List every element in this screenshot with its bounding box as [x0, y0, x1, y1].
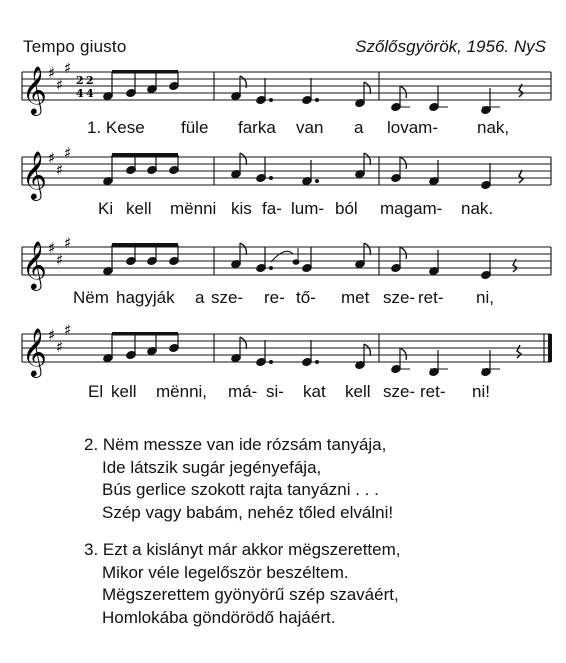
- key-signature: [48, 321, 71, 356]
- lyric-line-4: [0, 382, 566, 404]
- svg-text:♯: ♯: [64, 321, 72, 339]
- verse-line: Bús gerlice szokott rajta tanyázni . . .: [102, 480, 379, 499]
- source-attribution: Szőlősgyörök, 1956. NyS: [355, 37, 546, 56]
- verse-3: [84, 539, 401, 629]
- verse-line: 2. Nëm messze van ide rózsám tanyája,: [84, 435, 387, 454]
- syllable: lovam-: [387, 118, 439, 137]
- syllable: kell: [345, 382, 371, 401]
- syllable: mënni: [170, 199, 217, 218]
- svg-text:♯: ♯: [56, 338, 64, 356]
- svg-text:♯: ♯: [64, 59, 72, 77]
- staff-system-4: [0, 322, 566, 382]
- syllable: má-: [228, 382, 258, 401]
- key-signature: [48, 234, 71, 269]
- syllable: hagyják: [116, 288, 175, 307]
- syllable: kell: [111, 382, 137, 401]
- svg-text:♯: ♯: [64, 144, 72, 162]
- verse-line: Mikor véle legelőször beszéltem.: [102, 562, 349, 582]
- syllable: van: [296, 118, 324, 137]
- syllable: sze-: [211, 288, 244, 307]
- svg-text:♯: ♯: [56, 161, 64, 179]
- svg-text:4: 4: [76, 87, 84, 100]
- verse-line: Ide látszik sugár jegényefája,: [102, 457, 322, 477]
- syllable: nak,: [477, 118, 510, 137]
- verse-line: 3. Ezt a kislányt már akkor mëgszerettem,: [84, 540, 401, 559]
- treble-clef: 𝄞: [22, 240, 47, 289]
- treble-clef: 𝄞: [22, 150, 47, 199]
- svg-text:♯: ♯: [56, 251, 64, 269]
- verse-line: Homlokába göndörödő hajáért.: [102, 607, 336, 627]
- syllable: farka: [238, 118, 276, 137]
- syllable: a: [354, 118, 364, 137]
- syllable: nak.: [461, 199, 494, 218]
- svg-text:2: 2: [86, 74, 94, 87]
- syllable: ni,: [476, 288, 494, 307]
- svg-text:2: 2: [76, 74, 84, 87]
- verse-line: Mëgszerettem gyönyörű szép szaváért,: [102, 585, 399, 604]
- key-signature: [48, 59, 71, 94]
- syllable: sze-: [383, 382, 416, 401]
- svg-text:♯: ♯: [48, 64, 56, 82]
- tempo-marking: Tempo giusto: [23, 37, 127, 56]
- verse-line: Szép vagy babám, nehéz tőled elválni!: [102, 502, 394, 522]
- syllable: El: [88, 382, 104, 401]
- key-signature: [48, 144, 71, 179]
- syllable: 1. Kese: [87, 118, 145, 137]
- syllable: re-: [264, 288, 285, 307]
- verse-2: [84, 434, 393, 524]
- syllable: a: [195, 288, 205, 307]
- svg-text:♯: ♯: [64, 234, 72, 252]
- svg-text:♯: ♯: [48, 239, 56, 257]
- staff-system-2: [0, 145, 566, 200]
- syllable: mënni,: [156, 382, 208, 401]
- svg-text:♯: ♯: [48, 326, 56, 344]
- svg-text:♯: ♯: [48, 149, 56, 167]
- syllable: si-: [266, 382, 284, 401]
- syllable: sze-: [383, 288, 416, 307]
- syllable: ret-: [418, 288, 444, 307]
- syllable: kat: [303, 382, 326, 401]
- syllable: ból: [335, 199, 358, 218]
- lyric-line-2: [0, 199, 566, 221]
- syllable: ni!: [472, 382, 490, 401]
- syllable: kis: [231, 199, 252, 218]
- treble-clef: 𝄞: [22, 65, 47, 114]
- treble-clef: 𝄞: [22, 327, 47, 376]
- syllable: magam-: [380, 199, 443, 218]
- syllable: tő-: [296, 288, 316, 307]
- time-signature: [76, 74, 94, 100]
- svg-text:4: 4: [86, 87, 94, 100]
- staff-system-3: [0, 235, 566, 290]
- final-barline: [548, 334, 552, 362]
- syllable: fa-: [262, 199, 282, 218]
- syllable: kell: [126, 199, 152, 218]
- syllable: lum-: [291, 199, 325, 218]
- lyric-line-3: [0, 288, 566, 310]
- staff-system-1: [0, 60, 566, 120]
- syllable: met: [341, 288, 370, 307]
- syllable: füle: [181, 118, 209, 137]
- lyric-line-1: [0, 118, 566, 140]
- syllable: ret-: [420, 382, 446, 401]
- syllable: Ki: [98, 199, 114, 218]
- svg-text:♯: ♯: [56, 76, 64, 94]
- syllable: Nëm: [73, 288, 109, 307]
